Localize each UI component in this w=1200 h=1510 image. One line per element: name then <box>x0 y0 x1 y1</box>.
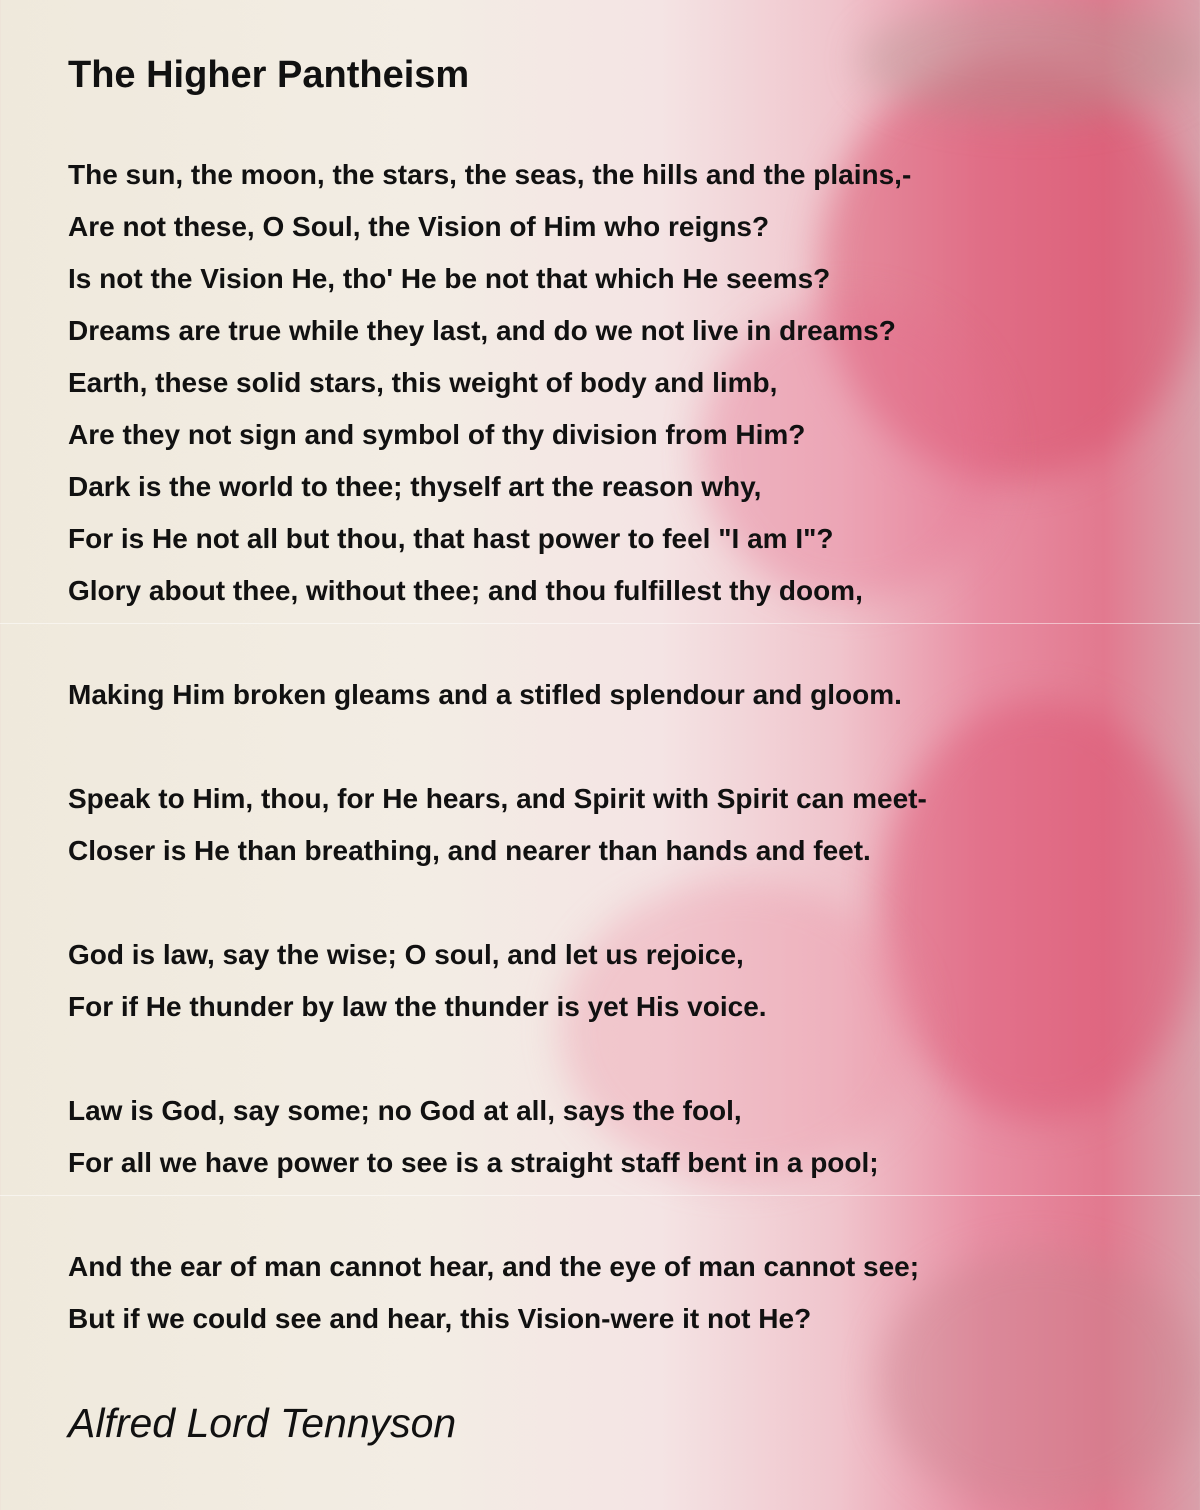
poem-line: Are they not sign and symbol of thy division from Him? <box>68 419 806 450</box>
poem-line: The sun, the moon, the stars, the seas, the hills and the plains,- <box>68 159 912 190</box>
stanza-break <box>68 617 927 669</box>
stanza-break <box>68 721 927 773</box>
poem-line: For is He not all but thou, that hast power to feel "I am I"? <box>68 523 834 554</box>
poem-line: For all we have power to see is a straight staff bent in a pool; <box>68 1147 879 1178</box>
poem-line: Are not these, O Soul, the Vision of Him who reigns? <box>68 211 770 242</box>
poem-line: God is law, say the wise; O soul, and let us rejoice, <box>68 939 744 970</box>
poem-author: Alfred Lord Tennyson <box>68 1400 457 1446</box>
poem-line: Dark is the world to thee; thyself art the reason why, <box>68 471 762 502</box>
poem-title: The Higher Pantheism <box>68 54 470 96</box>
poem-line: Dreams are true while they last, and do we not live in dreams? <box>68 315 896 346</box>
poem-line: Is not the Vision He, tho' He be not that which He seems? <box>68 263 831 294</box>
poem-line: Law is God, say some; no God at all, says the fool, <box>68 1095 742 1126</box>
poem-body <box>68 149 927 1345</box>
poem-line: Earth, these solid stars, this weight of body and limb, <box>68 367 778 398</box>
stanza-break <box>68 1189 927 1241</box>
poem-line: Closer is He than breathing, and nearer than hands and feet. <box>68 835 871 866</box>
poem-line: Speak to Him, thou, for He hears, and Spirit with Spirit can meet- <box>68 783 927 814</box>
poem-line: Making Him broken gleams and a stifled splendour and gloom. <box>68 679 902 710</box>
poem-line: But if we could see and hear, this Vision-were it not He? <box>68 1303 812 1334</box>
stanza-break <box>68 1033 927 1085</box>
stanza-break <box>68 877 927 929</box>
poem-line: Glory about thee, without thee; and thou fulfillest thy doom, <box>68 575 863 606</box>
poem-line: And the ear of man cannot hear, and the eye of man cannot see; <box>68 1251 920 1282</box>
poem-line: For if He thunder by law the thunder is yet His voice. <box>68 991 767 1022</box>
